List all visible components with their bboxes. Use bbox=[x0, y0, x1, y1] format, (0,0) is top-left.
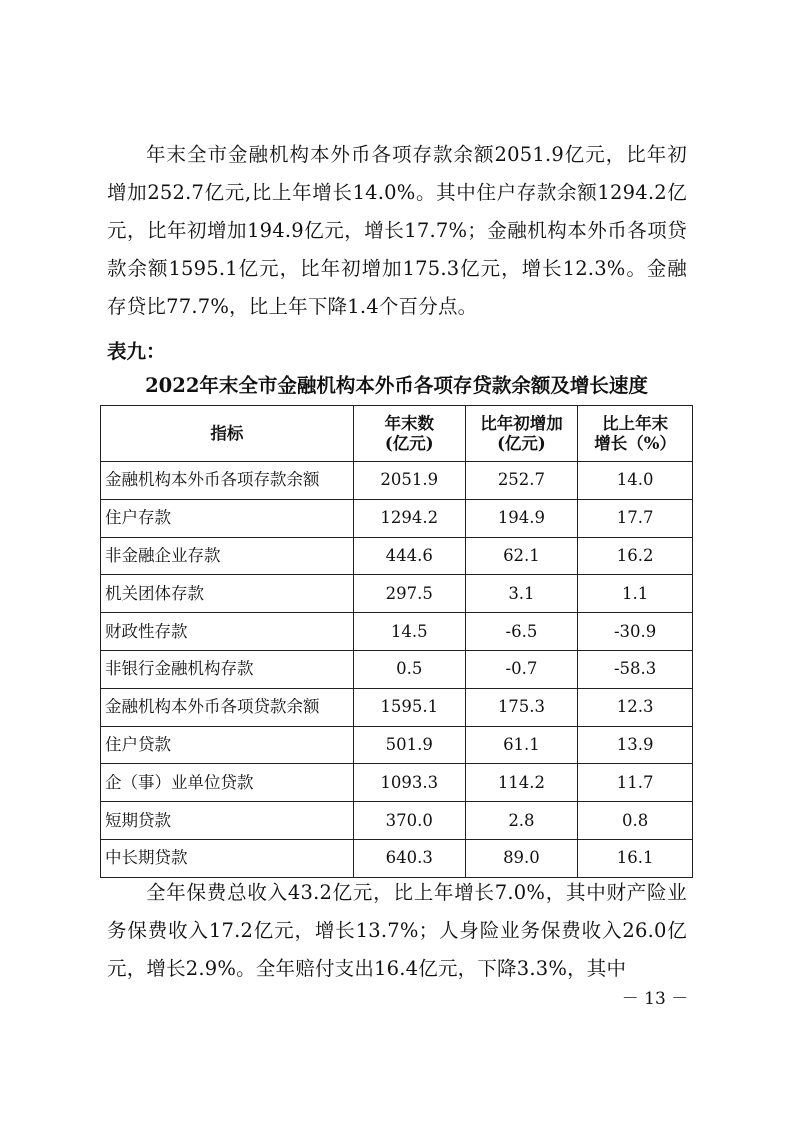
row-growth-value: 13.9 bbox=[578, 726, 693, 764]
row-change-value: -6.5 bbox=[465, 613, 578, 651]
table-title: 2022年末全市金融机构本外币各项存贷款余额及增长速度 bbox=[145, 374, 648, 397]
row-year-end-value: 0.5 bbox=[353, 650, 465, 688]
body-paragraph-deposits: 年末全市金融机构本外币各项存款余额2051.9亿元，比年初增加252.7亿元,比上年增长14.0%。其中住户存款余额1294.2亿元，比年初增加194.9亿元，增长17.7%；金融机构本外币各项贷款余额1595.1亿元，比年初增加175.3亿元，增长12.3%。金融存贷比77.7%，比上年下降1.4个百分点。 bbox=[107, 143, 687, 318]
row-change-value: 61.1 bbox=[465, 726, 578, 764]
table-row bbox=[101, 802, 693, 840]
row-growth-value: 17.7 bbox=[578, 499, 693, 537]
row-year-end-value: 297.5 bbox=[353, 575, 465, 613]
header-growth-rate bbox=[578, 406, 693, 462]
header-change-line1: 比年初增加 bbox=[480, 413, 563, 433]
row-indicator-name: 住户贷款 bbox=[101, 726, 354, 764]
header-indicator-label: 指标 bbox=[210, 423, 244, 443]
row-year-end-value: 1093.3 bbox=[353, 764, 465, 802]
row-growth-value: -58.3 bbox=[578, 650, 693, 688]
row-year-end-value: 370.0 bbox=[353, 802, 465, 840]
row-indicator-name: 金融机构本外币各项贷款余额 bbox=[101, 688, 354, 726]
table-row bbox=[101, 575, 693, 613]
row-indicator-name: 财政性存款 bbox=[101, 613, 354, 651]
row-year-end-value: 640.3 bbox=[353, 839, 465, 877]
row-year-end-value: 501.9 bbox=[353, 726, 465, 764]
row-indicator-name: 非金融企业存款 bbox=[101, 537, 354, 575]
header-year-end-value-line2: (亿元) bbox=[384, 433, 434, 453]
row-year-end-value: 1294.2 bbox=[353, 499, 465, 537]
row-indicator-name: 短期贷款 bbox=[101, 802, 354, 840]
deposits-loans-table bbox=[100, 405, 693, 878]
row-change-value: 62.1 bbox=[465, 537, 578, 575]
table-row bbox=[101, 650, 693, 688]
row-change-value: 175.3 bbox=[465, 688, 578, 726]
row-change-value: -0.7 bbox=[465, 650, 578, 688]
page-number: － 13 － bbox=[621, 989, 689, 1009]
row-year-end-value: 2051.9 bbox=[353, 462, 465, 500]
row-growth-value: 16.2 bbox=[578, 537, 693, 575]
row-change-value: 114.2 bbox=[465, 764, 578, 802]
table-row bbox=[101, 613, 693, 651]
row-indicator-name: 机关团体存款 bbox=[101, 575, 354, 613]
row-year-end-value: 14.5 bbox=[353, 613, 465, 651]
table-row bbox=[101, 764, 693, 802]
row-indicator-name: 非银行金融机构存款 bbox=[101, 650, 354, 688]
table-row bbox=[101, 688, 693, 726]
table-row bbox=[101, 537, 693, 575]
header-year-end-value-line1: 年末数 bbox=[384, 413, 434, 433]
row-growth-value: 1.1 bbox=[578, 575, 693, 613]
row-change-value: 194.9 bbox=[465, 499, 578, 537]
row-indicator-name: 住户存款 bbox=[101, 499, 354, 537]
row-growth-value: 16.1 bbox=[578, 839, 693, 877]
row-change-value: 2.8 bbox=[465, 802, 578, 840]
header-change-since-start bbox=[465, 406, 578, 462]
header-indicator bbox=[101, 406, 354, 462]
row-growth-value: 12.3 bbox=[578, 688, 693, 726]
table-row bbox=[101, 462, 693, 500]
row-growth-value: 14.0 bbox=[578, 462, 693, 500]
table-header-row bbox=[101, 406, 693, 462]
table-label: 表九： bbox=[107, 340, 166, 363]
row-year-end-value: 444.6 bbox=[353, 537, 465, 575]
header-change-line2: (亿元) bbox=[497, 433, 546, 453]
row-growth-value: -30.9 bbox=[578, 613, 693, 651]
table-row bbox=[101, 726, 693, 764]
row-change-value: 3.1 bbox=[465, 575, 578, 613]
row-change-value: 89.0 bbox=[465, 839, 578, 877]
row-indicator-name: 金融机构本外币各项存款余额 bbox=[101, 462, 354, 500]
table-row bbox=[101, 839, 693, 877]
header-year-end-value bbox=[353, 406, 465, 462]
body-paragraph-insurance: 全年保费总收入43.2亿元，比上年增长7.0%，其中财产险业务保费收入17.2亿元，增长13.7%；人身险业务保费收入26.0亿元，增长2.9%。全年赔付支出16.4亿元，下降3.3%，其中 bbox=[107, 881, 687, 980]
row-indicator-name: 中长期贷款 bbox=[101, 839, 354, 877]
row-year-end-value: 1595.1 bbox=[353, 688, 465, 726]
header-growth-line2: 增长（%） bbox=[594, 433, 676, 453]
table-row bbox=[101, 499, 693, 537]
row-indicator-name: 企（事）业单位贷款 bbox=[101, 764, 354, 802]
row-growth-value: 11.7 bbox=[578, 764, 693, 802]
header-growth-line1: 比上年末 bbox=[602, 413, 669, 433]
row-change-value: 252.7 bbox=[465, 462, 578, 500]
row-growth-value: 0.8 bbox=[578, 802, 693, 840]
